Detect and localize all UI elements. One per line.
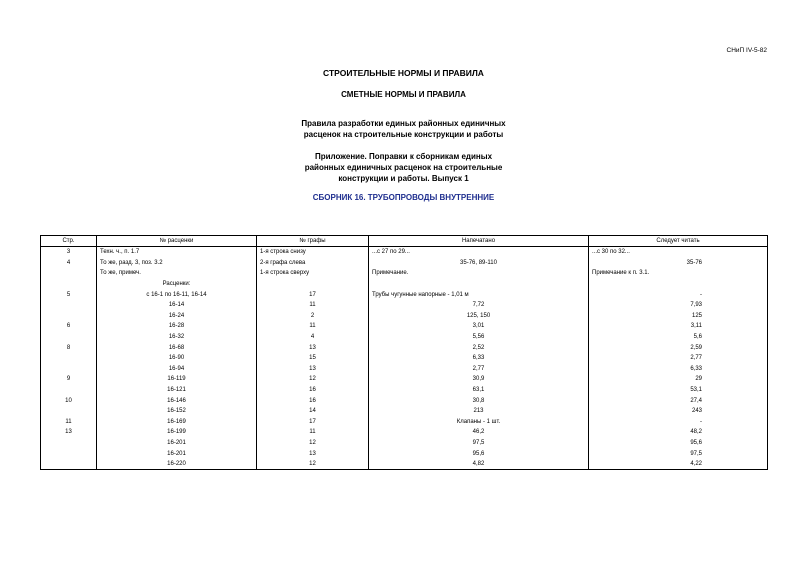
cell-should-read-text: ...с 30 по 32... bbox=[592, 249, 630, 256]
cell-should-read-text: Примечание к п. 3.1. bbox=[592, 270, 650, 277]
document-title-line: расценок на строительные конструкции и работы bbox=[303, 130, 504, 139]
cell-printed bbox=[369, 353, 589, 364]
table-row bbox=[41, 374, 768, 385]
cell-column-number: 13 bbox=[257, 364, 369, 375]
cell-should-read bbox=[589, 279, 768, 290]
cell-rate-number: 16-146 bbox=[97, 395, 257, 406]
cell-page: 4 bbox=[41, 258, 97, 269]
cell-should-read-value bbox=[630, 249, 764, 255]
cell-printed-value: 213 bbox=[473, 408, 484, 415]
cell-printed-value: 46,2 bbox=[472, 429, 485, 436]
cell-should-read bbox=[589, 268, 768, 279]
table-row bbox=[41, 364, 768, 375]
cell-should-read-value: 3,11 bbox=[690, 323, 702, 330]
header-printed: Напечатано bbox=[369, 236, 589, 247]
appendix-title-line: Приложение. Поправки к сборникам единых bbox=[314, 152, 493, 161]
cell-rate-number: 16-14 bbox=[97, 300, 257, 311]
cell-should-read-value: 125 bbox=[691, 312, 702, 319]
cell-rate-number: 16-121 bbox=[97, 385, 257, 396]
cell-printed bbox=[369, 374, 589, 385]
cell-should-read bbox=[589, 427, 768, 438]
header-page: Стр. bbox=[41, 236, 97, 247]
cell-column-number: 11 bbox=[257, 321, 369, 332]
table-row bbox=[41, 300, 768, 311]
cell-page: 3 bbox=[41, 247, 97, 258]
cell-rate-number: Расценки: bbox=[97, 279, 257, 290]
table-row bbox=[41, 459, 768, 470]
cell-should-read-value: 2,59 bbox=[690, 344, 702, 351]
cell-page bbox=[41, 332, 97, 343]
cell-should-read-value: 5,6 bbox=[693, 334, 702, 341]
cell-should-read-value: 97,5 bbox=[690, 450, 702, 457]
cell-printed-value bbox=[408, 270, 585, 276]
cell-printed bbox=[369, 385, 589, 396]
cell-page bbox=[41, 385, 97, 396]
cell-should-read bbox=[589, 406, 768, 417]
cell-printed bbox=[369, 311, 589, 322]
appendix-title bbox=[0, 151, 807, 184]
header-should-read: Следует читать bbox=[589, 236, 768, 247]
cell-should-read-value: 243 bbox=[691, 408, 702, 415]
cell-printed bbox=[369, 427, 589, 438]
cell-rate-number: 16-201 bbox=[97, 438, 257, 449]
cell-page: 11 bbox=[41, 417, 97, 428]
cell-printed-value: 35-76, 89-110 bbox=[460, 259, 497, 266]
cell-should-read-value: 6,33 bbox=[690, 365, 702, 372]
cell-printed-value bbox=[410, 249, 585, 255]
cell-rate-number: 16-94 bbox=[97, 364, 257, 375]
cell-column-number: 16 bbox=[257, 385, 369, 396]
cell-page bbox=[41, 364, 97, 375]
cell-page: 13 bbox=[41, 427, 97, 438]
table-row bbox=[41, 321, 768, 332]
cell-should-read-value: 2,77 bbox=[690, 355, 702, 362]
cell-should-read bbox=[589, 258, 768, 269]
cell-printed bbox=[369, 417, 589, 428]
cell-rate-number: 16-90 bbox=[97, 353, 257, 364]
cell-column-number bbox=[257, 279, 369, 290]
cell-should-read-value: 35-76 bbox=[686, 259, 702, 266]
document-title-line: Правила разработки единых районных единичных bbox=[301, 119, 506, 128]
cell-rate-number: 16-199 bbox=[97, 427, 257, 438]
cell-should-read bbox=[589, 353, 768, 364]
cell-printed bbox=[369, 321, 589, 332]
cell-printed bbox=[369, 406, 589, 417]
cell-column-number: 16 bbox=[257, 395, 369, 406]
cell-printed-value: 2,77 bbox=[472, 365, 485, 372]
cell-page bbox=[41, 279, 97, 290]
cell-printed-value: 95,6 bbox=[472, 450, 485, 457]
cell-printed-value: 97,5 bbox=[472, 439, 485, 446]
table-row bbox=[41, 417, 768, 428]
cell-should-read bbox=[589, 374, 768, 385]
collection-title: СБОРНИК 16. ТРУБОПРОВОДЫ ВНУТРЕННИЕ bbox=[312, 193, 495, 202]
cell-printed-text: Трубы чугунные напорные - 1,01 м bbox=[372, 291, 469, 298]
cell-column-number: 1-я строка снизу bbox=[257, 247, 369, 258]
cell-should-read bbox=[589, 342, 768, 353]
cell-column-number: 13 bbox=[257, 448, 369, 459]
cell-printed-value: 30,8 bbox=[472, 397, 485, 404]
cell-page bbox=[41, 353, 97, 364]
cell-page: 8 bbox=[41, 342, 97, 353]
cell-column-number: 13 bbox=[257, 342, 369, 353]
cell-printed-value: 6,33 bbox=[472, 355, 485, 362]
cell-page bbox=[41, 406, 97, 417]
cell-should-read bbox=[589, 289, 768, 300]
cell-printed bbox=[369, 279, 589, 290]
cell-should-read bbox=[589, 417, 768, 428]
cell-page bbox=[41, 459, 97, 470]
cell-page: 6 bbox=[41, 321, 97, 332]
cell-should-read-value: - bbox=[700, 418, 702, 425]
cell-column-number: 11 bbox=[257, 427, 369, 438]
table-row bbox=[41, 258, 768, 269]
cell-should-read-value: 7,93 bbox=[690, 302, 702, 309]
cell-page bbox=[41, 438, 97, 449]
cell-printed-value: 125, 150 bbox=[466, 312, 491, 319]
cell-should-read bbox=[589, 395, 768, 406]
cell-rate-number: 16-201 bbox=[97, 448, 257, 459]
cell-column-number: 4 bbox=[257, 332, 369, 343]
cell-should-read bbox=[589, 300, 768, 311]
cell-should-read bbox=[589, 385, 768, 396]
cell-rate-number: 16-28 bbox=[97, 321, 257, 332]
cell-rate-number: То же, примеч. bbox=[97, 268, 257, 279]
cell-rate-number: 16-152 bbox=[97, 406, 257, 417]
table-row bbox=[41, 385, 768, 396]
cell-printed-value bbox=[469, 292, 585, 298]
cell-rate-number: 16-119 bbox=[97, 374, 257, 385]
cell-printed bbox=[369, 247, 589, 258]
cell-column-number: 12 bbox=[257, 374, 369, 385]
cell-column-number: 2-я графа слева bbox=[257, 258, 369, 269]
table-row bbox=[41, 406, 768, 417]
cell-should-read-value: 95,6 bbox=[690, 439, 702, 446]
cell-printed bbox=[369, 438, 589, 449]
cell-printed bbox=[369, 300, 589, 311]
main-title: СТРОИТЕЛЬНЫЕ НОРМЫ И ПРАВИЛА bbox=[323, 68, 484, 78]
cell-column-number: 17 bbox=[257, 289, 369, 300]
table-row bbox=[41, 332, 768, 343]
table-row bbox=[41, 353, 768, 364]
cell-page bbox=[41, 300, 97, 311]
cell-column-number: 2 bbox=[257, 311, 369, 322]
cell-page bbox=[41, 311, 97, 322]
appendix-title-line: конструкции и работы. Выпуск 1 bbox=[338, 174, 469, 183]
table-row bbox=[41, 268, 768, 279]
header-column-number: № графы bbox=[257, 236, 369, 247]
cell-printed-text: ...с 27 по 29... bbox=[372, 249, 410, 256]
header-rate-number: № расценки bbox=[97, 236, 257, 247]
cell-rate-number: Техн. ч., п. 1.7 bbox=[97, 247, 257, 258]
document-code: СНиП IV-5-82 bbox=[726, 47, 767, 54]
table-body bbox=[41, 247, 768, 470]
cell-rate-number: То же, разд. 3, поз. 3.2 bbox=[97, 258, 257, 269]
cell-printed-value: 2,52 bbox=[472, 344, 485, 351]
cell-column-number: 12 bbox=[257, 438, 369, 449]
cell-page: 9 bbox=[41, 374, 97, 385]
cell-should-read bbox=[589, 459, 768, 470]
cell-column-number: 14 bbox=[257, 406, 369, 417]
table-row bbox=[41, 279, 768, 290]
cell-should-read bbox=[589, 438, 768, 449]
cell-should-read bbox=[589, 448, 768, 459]
cell-rate-number: 16-24 bbox=[97, 311, 257, 322]
cell-printed-text: Примечание. bbox=[372, 270, 409, 277]
cell-should-read-value: 27,4 bbox=[690, 397, 702, 404]
cell-rate-number: 16-220 bbox=[97, 459, 257, 470]
cell-column-number: 15 bbox=[257, 353, 369, 364]
cell-column-number: 17 bbox=[257, 417, 369, 428]
cell-printed-value: 4,82 bbox=[472, 461, 485, 468]
cell-printed bbox=[369, 459, 589, 470]
cell-should-read bbox=[589, 311, 768, 322]
cell-should-read-value bbox=[649, 270, 764, 276]
table-row bbox=[41, 448, 768, 459]
cell-should-read bbox=[589, 332, 768, 343]
table-row bbox=[41, 438, 768, 449]
cell-printed bbox=[369, 289, 589, 300]
table-row bbox=[41, 395, 768, 406]
cell-printed bbox=[369, 258, 589, 269]
table-row bbox=[41, 311, 768, 322]
table-header-row bbox=[41, 236, 768, 247]
cell-printed bbox=[369, 448, 589, 459]
cell-should-read-value: 4,22 bbox=[690, 461, 702, 468]
cell-printed-value: 3,01 bbox=[472, 323, 485, 330]
cell-should-read-value: - bbox=[700, 291, 702, 298]
subtitle: СМЕТНЫЕ НОРМЫ И ПРАВИЛА bbox=[341, 90, 466, 99]
cell-column-number: 12 bbox=[257, 459, 369, 470]
document-title bbox=[0, 118, 807, 140]
cell-printed-value: 5,56 bbox=[472, 334, 485, 341]
cell-should-read-value: 53,1 bbox=[690, 387, 702, 394]
cell-should-read bbox=[589, 321, 768, 332]
cell-page: 5 bbox=[41, 289, 97, 300]
cell-printed bbox=[369, 342, 589, 353]
cell-printed-value: 7,72 bbox=[472, 302, 485, 309]
cell-printed bbox=[369, 395, 589, 406]
cell-printed bbox=[369, 332, 589, 343]
table-row bbox=[41, 247, 768, 258]
cell-should-read bbox=[589, 247, 768, 258]
cell-printed-value: 63,1 bbox=[472, 387, 485, 394]
cell-should-read-value: 29 bbox=[695, 376, 702, 383]
corrections-table bbox=[40, 235, 768, 470]
table-row bbox=[41, 289, 768, 300]
cell-column-number: 11 bbox=[257, 300, 369, 311]
cell-printed-value: 30,9 bbox=[472, 376, 485, 383]
appendix-title-line: районных единичных расценок на строительные bbox=[304, 163, 503, 172]
cell-page bbox=[41, 268, 97, 279]
cell-printed-value: Клапаны - 1 шт. bbox=[456, 418, 501, 425]
table-row bbox=[41, 342, 768, 353]
cell-printed bbox=[369, 268, 589, 279]
cell-rate-number: 16-32 bbox=[97, 332, 257, 343]
cell-rate-number: с 16-1 по 16-11, 16-14 bbox=[97, 289, 257, 300]
cell-rate-number: 16-68 bbox=[97, 342, 257, 353]
cell-rate-number: 16-169 bbox=[97, 417, 257, 428]
cell-page bbox=[41, 448, 97, 459]
cell-page: 10 bbox=[41, 395, 97, 406]
cell-column-number: 1-я строка сверху bbox=[257, 268, 369, 279]
cell-should-read bbox=[589, 364, 768, 375]
table-row bbox=[41, 427, 768, 438]
cell-should-read-value: 48,2 bbox=[690, 429, 702, 436]
cell-printed bbox=[369, 364, 589, 375]
